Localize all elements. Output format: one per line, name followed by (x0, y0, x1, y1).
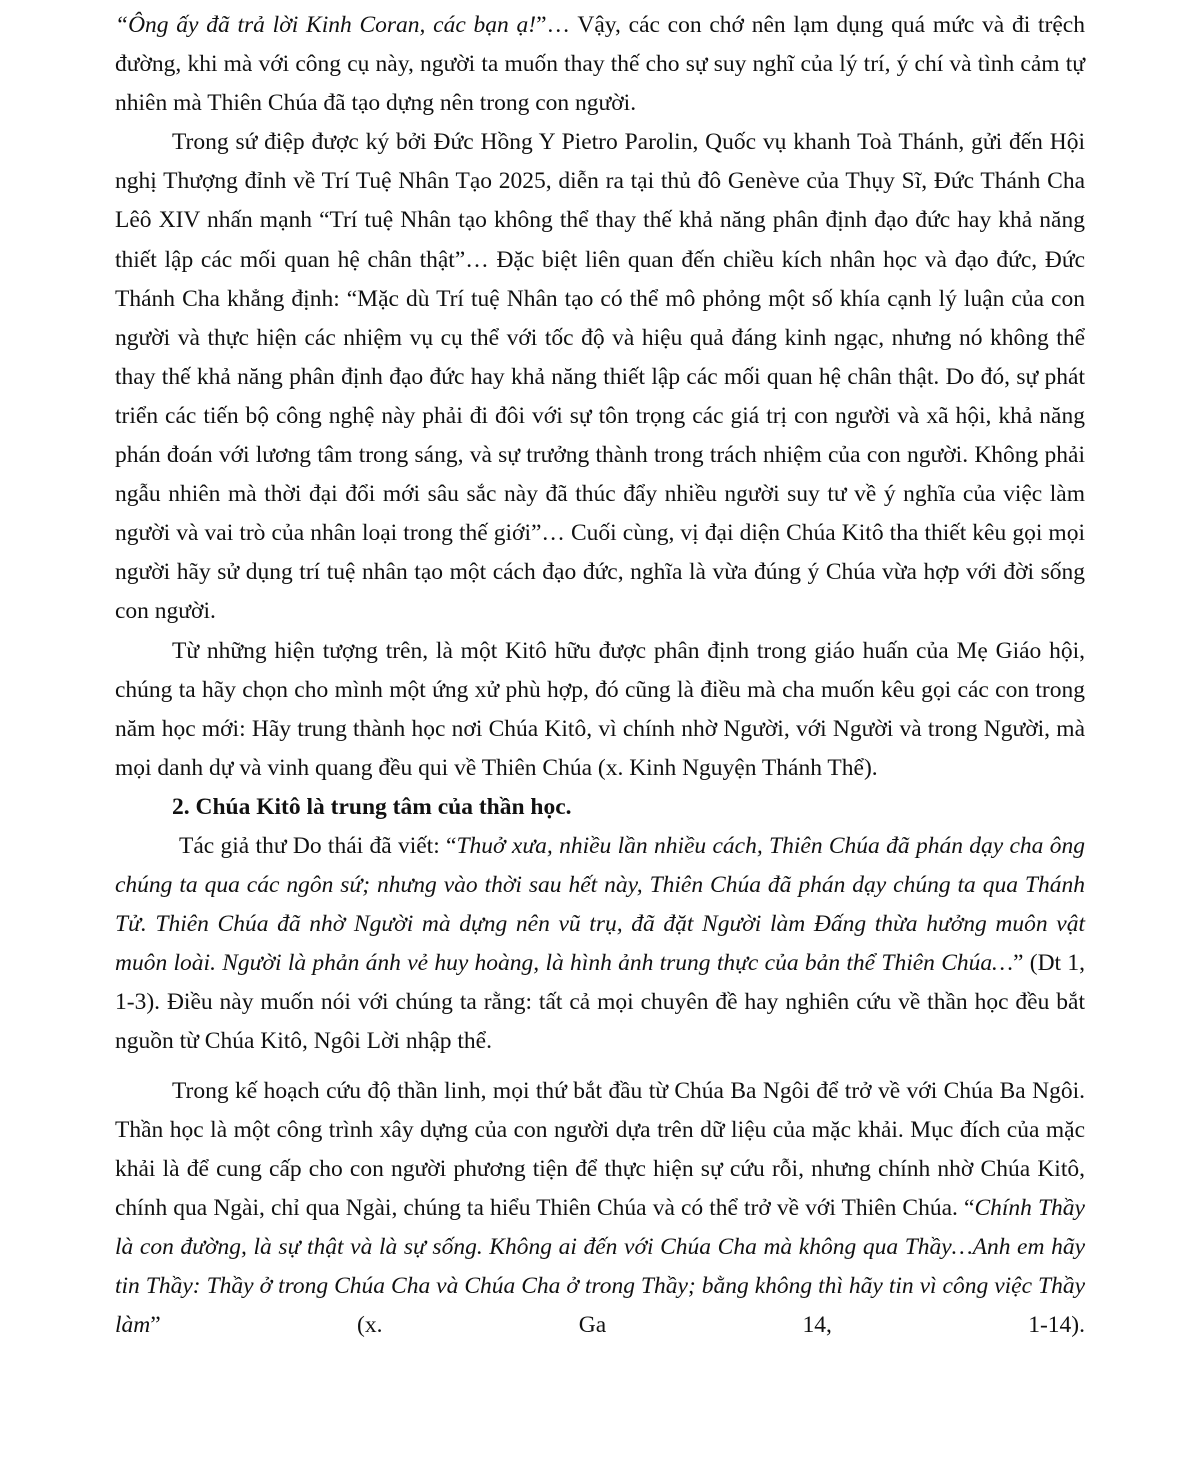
paragraph-5 (115, 1072, 1085, 1346)
paragraph-1 (115, 6, 1085, 123)
quote-hebrews: Thuở xưa, nhiều lần nhiều cách, Thiên Chúa đã phán dạy cha ông chúng ta qua các ngôn sứ; nhưng vào thời sau hết này, Thiên Chúa đã phán dạy chúng ta qua Thánh Tử. Thiên Chúa đã nhờ Người mà dựng nên vũ trụ, đã đặt Người làm Đấng thừa hưởng muôn vật muôn loài. Người là phản ánh vẻ huy hoàng, là hình ảnh trung thực của bản thể Thiên Chúa… (115, 832, 1085, 977)
paragraph-2: Trong sứ điệp được ký bởi Đức Hồng Y Pietro Parolin, Quốc vụ khanh Toà Thánh, gửi đến Hội nghị Thượng đỉnh về Trí Tuệ Nhân Tạo 2025, diễn ra tại thủ đô Genève của Thụy Sĩ, Đức Thánh Cha Lêô XIV nhấn mạnh “Trí tuệ Nhân tạo không thể thay thế khả năng phân định đạo đức hay khả năng thiết lập các mối quan hệ chân thật”… Đặc biệt liên quan đến chiều kích nhân học và đạo đức, Đức Thánh Cha khẳng định: “Mặc dù Trí tuệ Nhân tạo có thể mô phỏng một số khía cạnh lý luận của con người và thực hiện các nhiệm vụ cụ thể với tốc độ và hiệu quả đáng kinh ngạc, nhưng nó không thể thay thế khả năng phân định đạo đức hay khả năng thiết lập các mối quan hệ chân thật. Do đó, sự phát triển các tiến bộ công nghệ này phải đi đôi với sự tôn trọng các giá trị con người và xã hội, khả năng phán đoán với lương tâm trong sáng, và sự trưởng thành trong trách nhiệm của con người. Không phải ngẫu nhiên mà thời đại đổi mới sâu sắc này đã thúc đẩy nhiều người suy tư về ý nghĩa của việc làm người và vai trò của nhân loại trong thế giới”… Cuối cùng, vị đại diện Chúa Kitô tha thiết kêu gọi mọi người hãy sử dụng trí tuệ nhân tạo một cách đạo đức, nghĩa là vừa đúng ý Chúa vừa hợp với đời sống con người. (115, 129, 1085, 625)
paragraph-4-text: ” (Dt 1, 1-3). Điều này muốn nói với chúng ta rằng: tất cả mọi chuyên đề hay nghiên cứu về thần học đều bắt nguồn từ Chúa Kitô, Ngôi Lời nhập thể. (115, 950, 1085, 1055)
paragraph-1-text: ”… Vậy, các con chớ nên lạm dụng quá mức và đi trệch đường, khi mà với công cụ này, người ta muốn thay thế cho sự suy nghĩ của lý trí, ý chí và tình cảm tự nhiên mà Thiên Chúa đã tạo dựng nên trong con người. (115, 12, 1085, 117)
paragraph-spacer (115, 1062, 1085, 1072)
paragraph-5-text: ” (x. Ga 14, 1-14). (150, 1312, 1085, 1339)
paragraph-4-intro: Tác giả thư Do thái đã viết: “ (179, 832, 457, 859)
paragraph-5-intro: Trong kế hoạch cứu độ thần linh, mọi thứ bắt đầu từ Chúa Ba Ngôi để trở về với Chúa Ba Ngôi. Thần học là một công trình xây dựng của con người dựa trên dữ liệu của mặc khải. Mục đích của mặc khải là để cung cấp cho con người phương tiện để thực hiện sự cứu rỗi, nhưng chính nhờ Chúa Kitô, chính qua Ngài, chỉ qua Ngài, chúng ta hiểu Thiên Chúa và có thể trở về với Thiên Chúa. “ (115, 1077, 1085, 1221)
quote-john: Chính Thầy là con đường, là sự thật và là sự sống. Không ai đến với Chúa Cha mà không qua Thầy…Anh em hãy tin Thầy: Thầy ở trong Chúa Cha và Chúa Cha ở trong Thầy; bằng không thì hãy tin vì công việc Thầy làm (115, 1194, 1085, 1339)
quote-koran: “Ông ấy đã trả lời Kinh Coran, các bạn ạ! (115, 12, 537, 38)
section-heading: 2. Chúa Kitô là trung tâm của thần học. (172, 793, 572, 820)
document-page (115, 6, 1085, 1345)
paragraph-3: Từ những hiện tượng trên, là một Kitô hữu được phân định trong giáo huấn của Mẹ Giáo hội, chúng ta hãy chọn cho mình một ứng xử phù hợp, đó cũng là điều mà cha muốn kêu gọi các con trong năm học mới: Hãy trung thành học nơi Chúa Kitô, vì chính nhờ Người, với Người và trong Người, mà mọi danh dự và vinh quang đều qui về Thiên Chúa (x. Kinh Nguyện Thánh Thể). (115, 637, 1085, 781)
paragraph-4 (115, 827, 1085, 1062)
